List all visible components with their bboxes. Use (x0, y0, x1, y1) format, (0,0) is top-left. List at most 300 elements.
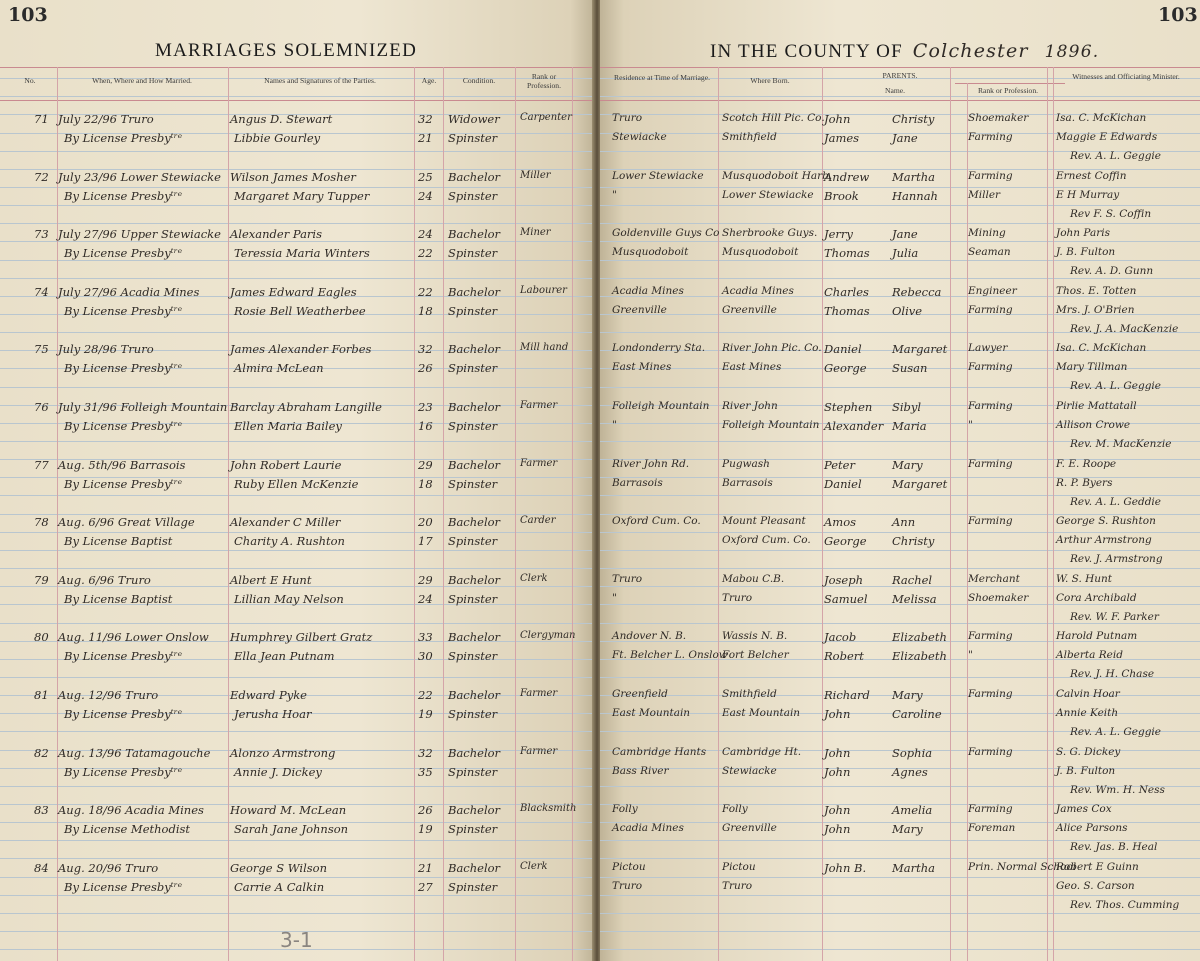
ruled-line (600, 895, 1200, 896)
right-page-title (710, 40, 1099, 63)
entry-groom-birthplace: River John Pic. Co. (722, 342, 822, 355)
ruled-line (0, 877, 594, 878)
entry-bride-residence: Ft. Belcher L. Onslow (612, 649, 728, 662)
entry-bride-mother: Melissa (892, 591, 937, 606)
entry-when-where: Aug. 12/96 Truro (58, 688, 159, 702)
entry-how-married: By License Presbyᵗʳᵉ (64, 303, 183, 318)
entry-bride-mother: Caroline (892, 707, 942, 721)
entry-when-where: Aug. 11/96 Lower Onslow (58, 630, 209, 645)
entry-when-where: Aug. 6/96 Truro (58, 572, 151, 587)
entry-bride-father: John (824, 707, 851, 721)
column-rule (572, 67, 573, 961)
entry-when-where: July 27/96 Acadia Mines (58, 284, 200, 299)
entry-bride-condition: Spinster (448, 361, 498, 376)
entry-bride-age: 22 (418, 246, 433, 261)
entry-groom-mother: Mary (892, 457, 923, 472)
entry-groom-father: Stephen (824, 400, 873, 414)
entry-groom-condition: Widower (448, 112, 500, 126)
entry-groom-rank: Clergyman (520, 630, 576, 642)
entry-bride-age: 26 (418, 361, 433, 376)
ruled-line (0, 278, 594, 279)
entry-groom-mother: Ann (892, 515, 916, 530)
ruled-line (600, 205, 1200, 206)
header-bottom-rule (600, 100, 1200, 101)
entry-when-where: Aug. 20/96 Truro (58, 860, 159, 875)
entry-minister: Rev. A. L. Geggie (1070, 726, 1162, 738)
entry-groom-rank: Miner (520, 227, 551, 239)
ruled-line (0, 205, 594, 206)
entry-when-where: Aug. 18/96 Acadia Mines (58, 803, 204, 818)
entry-groom-age: 32 (418, 112, 433, 126)
left-page (0, 0, 594, 961)
entry-groom-rank: Farmer (520, 688, 558, 699)
header-witnesses: Witnesses and Officiating Minister. (1072, 72, 1180, 81)
entry-groom-parents-rank: Farming (968, 515, 1013, 528)
entry-groom-condition: Bachelor (448, 284, 501, 299)
entry-bride-condition: Spinster (448, 246, 498, 261)
entry-bride-condition: Spinster (448, 131, 498, 145)
entry-witness-1: Isa. C. McKichan (1056, 112, 1147, 124)
entry-groom-residence: Folly (612, 803, 638, 816)
entry-groom-mother: Amelia (892, 803, 933, 818)
entry-when-where: Aug. 6/96 Great Village (58, 515, 195, 530)
entry-groom-rank: Blacksmith (520, 803, 577, 815)
entry-witness-2: Maggie E Edwards (1056, 131, 1158, 143)
entry-groom-residence: Londonderry Sta. (612, 342, 706, 355)
entry-groom-rank: Farmer (520, 745, 558, 757)
entry-minister: Rev. A. L. Geddie (1070, 495, 1162, 508)
entry-bride-condition: Spinster (448, 534, 498, 549)
entry-bride-father: Thomas (824, 246, 870, 261)
ruled-line (600, 278, 1200, 279)
entry-groom-condition: Bachelor (448, 457, 501, 472)
entry-when-where: July 22/96 Truro (58, 112, 154, 126)
entry-number: 76 (34, 400, 49, 414)
entry-groom-condition: Bachelor (448, 688, 501, 702)
entry-groom-name: Edward Pyke (230, 688, 307, 702)
entry-groom-parents-rank: Farming (968, 688, 1013, 700)
entry-witness-2: Alice Parsons (1056, 822, 1128, 835)
entry-bride-name: Sarah Jane Johnson (234, 822, 349, 837)
entry-bride-age: 24 (418, 591, 433, 606)
entry-bride-age: 30 (418, 649, 433, 664)
entry-minister: Rev. Thos. Cumming (1070, 898, 1180, 911)
ruled-line (0, 151, 594, 152)
entry-groom-parents-rank: Farming (968, 745, 1013, 758)
entry-witness-2: Allison Crowe (1056, 419, 1131, 431)
entry-groom-parents-rank: Lawyer (968, 342, 1008, 355)
entry-bride-birthplace: Smithfield (722, 131, 777, 143)
entry-bride-name: Libbie Gourley (234, 131, 321, 145)
entry-witness-1: Isa. C. McKichan (1056, 342, 1147, 355)
entry-bride-mother: Maria (892, 419, 927, 433)
entry-groom-birthplace: River John (722, 400, 778, 412)
entry-groom-rank: Carder (520, 515, 556, 527)
entry-bride-condition: Spinster (448, 476, 498, 491)
entry-when-where: Aug. 13/96 Tatamagouche (58, 745, 211, 760)
entry-bride-age: 16 (418, 419, 433, 433)
entry-bride-age: 27 (418, 879, 433, 894)
entry-groom-residence: Goldenville Guys Co (612, 227, 720, 240)
column-rule (822, 67, 823, 961)
right-page (600, 0, 1200, 961)
entry-groom-father: Richard (824, 688, 870, 702)
entry-minister: Rev. A. L. Geggie (1070, 150, 1162, 162)
entry-when-where: July 27/96 Upper Stewiacke (58, 227, 221, 242)
entry-bride-age: 35 (418, 764, 433, 779)
ruled-line (0, 495, 594, 496)
entry-bride-name: Teressia Maria Winters (234, 246, 370, 261)
entry-when-where: Aug. 5th/96 Barrasois (58, 457, 186, 472)
entry-groom-condition: Bachelor (448, 745, 501, 760)
entry-groom-age: 32 (418, 342, 433, 357)
ruled-line (0, 677, 594, 678)
entry-when-where: July 23/96 Lower Stewiacke (58, 169, 221, 184)
title-prefix: IN THE COUNTY OF (710, 41, 903, 62)
ruled-line (0, 332, 594, 333)
column-rule (228, 67, 229, 961)
entry-how-married: By License Presbyᵗʳᵉ (64, 131, 183, 145)
ruled-line (0, 913, 594, 914)
entry-groom-birthplace: Mount Pleasant (722, 515, 806, 528)
entry-bride-birthplace: Barrasois (722, 476, 773, 489)
entry-bride-parents-rank: Seaman (968, 246, 1011, 259)
entry-groom-residence: Greenfield (612, 688, 668, 700)
entry-groom-rank: Clerk (520, 572, 548, 584)
pencil-note: 3-1 (280, 928, 313, 952)
entry-bride-condition: Spinster (448, 822, 498, 837)
entry-bride-condition: Spinster (448, 649, 498, 664)
entry-bride-parents-rank: Farming (968, 361, 1013, 374)
entry-groom-parents-rank: Merchant (968, 572, 1020, 585)
entry-bride-name: Annie J. Dickey (234, 764, 322, 779)
entry-groom-age: 21 (418, 860, 433, 875)
entry-how-married: By License Presbyᵗʳᵉ (64, 707, 183, 721)
entry-how-married: By License Presbyᵗʳᵉ (64, 879, 183, 894)
entry-witness-2: Annie Keith (1056, 707, 1119, 719)
entry-witness-1: Calvin Hoar (1056, 688, 1120, 700)
entry-groom-age: 24 (418, 227, 433, 242)
entry-bride-name: Almira McLean (234, 361, 324, 376)
column-rule (950, 67, 951, 961)
entry-groom-age: 22 (418, 284, 433, 299)
entry-groom-residence: Truro (612, 112, 643, 124)
entry-bride-mother: Agnes (892, 764, 928, 779)
ruled-line (600, 550, 1200, 551)
entry-groom-rank: Miller (520, 169, 551, 181)
entry-groom-birthplace: Scotch Hill Pic. Co. (722, 112, 825, 124)
entry-bride-age: 17 (418, 534, 433, 549)
entry-groom-rank: Carpenter (520, 112, 572, 123)
header-parents-name: Name. (884, 86, 906, 95)
entry-bride-age: 19 (418, 707, 433, 721)
entry-witness-2: R. P. Byers (1056, 476, 1113, 489)
ruled-line (600, 568, 1200, 569)
entry-bride-mother: Olive (892, 303, 923, 318)
entry-groom-rank: Farmer (520, 400, 558, 411)
entry-number: 77 (34, 457, 49, 472)
entry-groom-name: Alexander C Miller (230, 515, 341, 530)
entry-groom-mother: Martha (892, 169, 936, 184)
entry-groom-condition: Bachelor (448, 803, 501, 818)
entry-groom-residence: Folleigh Mountain (612, 400, 710, 412)
entry-groom-condition: Bachelor (448, 630, 501, 645)
entry-number: 81 (34, 688, 49, 702)
ruled-line (600, 96, 1200, 97)
column-rule (414, 67, 415, 961)
ruled-line (0, 441, 594, 442)
entry-groom-birthplace: Folly (722, 803, 748, 816)
entry-groom-age: 32 (418, 745, 433, 760)
entry-how-married: By License Presbyᵗʳᵉ (64, 188, 183, 203)
entry-groom-age: 29 (418, 572, 433, 587)
entry-groom-name: Angus D. Stewart (230, 112, 333, 126)
entry-bride-age: 19 (418, 822, 433, 837)
entry-groom-residence: Lower Stewiacke (612, 169, 704, 182)
ruled-line (0, 840, 594, 841)
header-born: Where Born. (750, 76, 790, 85)
entry-number: 75 (34, 342, 49, 357)
entry-groom-birthplace: Wassis N. B. (722, 630, 788, 643)
ruled-line (600, 913, 1200, 914)
entry-groom-father: John (824, 112, 851, 126)
entry-groom-mother: Margaret (892, 342, 948, 357)
entry-groom-father: Peter (824, 457, 855, 472)
entry-groom-residence: Pictou (612, 860, 646, 873)
entry-bride-birthplace: East Mines (722, 361, 782, 374)
entry-bride-residence: Truro (612, 879, 643, 892)
entry-bride-name: Margaret Mary Tupper (234, 188, 370, 203)
entry-groom-name: Albert E Hunt (230, 572, 312, 587)
entry-bride-condition: Spinster (448, 707, 498, 721)
entry-minister: Rev. A. D. Gunn (1070, 265, 1154, 278)
header-age: Age. (421, 76, 437, 85)
entry-witness-1: Robert E Guinn (1056, 860, 1139, 873)
entry-how-married: By License Presbyᵗʳᵉ (64, 361, 183, 376)
entry-bride-father: George (824, 534, 867, 549)
entry-groom-father: Andrew (824, 169, 870, 184)
entry-bride-parents-rank: " (968, 649, 973, 662)
entry-bride-parents-rank: Farming (968, 131, 1013, 143)
column-rule (1047, 67, 1048, 961)
entry-groom-parents-rank: Engineer (968, 284, 1017, 297)
entry-bride-father: Samuel (824, 591, 868, 606)
header-condition: Condition. (462, 76, 496, 85)
entry-bride-residence: East Mines (612, 361, 672, 374)
entry-groom-parents-rank: Farming (968, 803, 1013, 816)
entry-groom-mother: Rebecca (892, 284, 942, 299)
entry-groom-condition: Bachelor (448, 400, 501, 414)
entry-groom-name: George S Wilson (230, 860, 327, 875)
ruled-line (0, 387, 594, 388)
ruled-line (600, 241, 1200, 242)
entry-witness-2: Arthur Armstrong (1056, 534, 1152, 547)
entry-groom-parents-rank: Farming (968, 630, 1013, 643)
entry-bride-residence: East Mountain (612, 707, 691, 719)
entry-groom-father: Jerry (824, 227, 853, 242)
entry-groom-father: John (824, 803, 851, 818)
entry-minister: Rev. J. A. MacKenzie (1070, 322, 1179, 335)
ruled-line (0, 895, 594, 896)
entry-groom-condition: Bachelor (448, 342, 501, 357)
entry-groom-birthplace: Smithfield (722, 688, 777, 700)
entry-witness-2: Geo. S. Carson (1056, 879, 1135, 892)
entry-bride-birthplace: Stewiacke (722, 764, 777, 777)
entry-bride-parents-rank: Shoemaker (968, 591, 1029, 604)
entry-bride-age: 24 (418, 188, 433, 203)
entry-bride-mother: Elizabeth (892, 649, 947, 664)
entry-bride-birthplace: East Mountain (722, 707, 801, 719)
entry-how-married: By License Presbyᵗʳᵉ (64, 764, 183, 779)
entry-number: 82 (34, 745, 49, 760)
entry-bride-residence: " (612, 419, 617, 431)
entry-bride-father: Brook (824, 188, 859, 203)
entry-bride-residence: Bass River (612, 764, 669, 777)
entry-witness-1: Thos. E. Totten (1056, 284, 1137, 297)
entry-groom-mother: Elizabeth (892, 630, 947, 645)
entry-bride-parents-rank: Farming (968, 303, 1013, 316)
entry-groom-mother: Sophia (892, 745, 933, 760)
entry-groom-age: 33 (418, 630, 433, 645)
entry-how-married: By License Methodist (64, 822, 191, 837)
entry-groom-condition: Bachelor (448, 227, 501, 242)
entry-witness-1: John Paris (1056, 227, 1111, 240)
entry-witness-2: J. B. Fulton (1056, 764, 1116, 777)
entry-bride-name: Charity A. Rushton (234, 534, 345, 549)
column-rule (1053, 67, 1054, 961)
ruled-line (0, 532, 594, 533)
entry-bride-name: Carrie A Calkin (234, 879, 325, 894)
entry-how-married: By License Presbyᵗʳᵉ (64, 246, 183, 261)
entry-bride-condition: Spinster (448, 879, 498, 894)
entry-groom-rank: Mill hand (520, 342, 569, 354)
entry-how-married: By License Presbyᵗʳᵉ (64, 419, 183, 433)
entry-witness-2: E H Murray (1056, 188, 1120, 201)
entry-bride-parents-rank: " (968, 419, 973, 431)
entry-number: 80 (34, 630, 49, 645)
ruled-line (600, 223, 1200, 224)
entry-witness-1: F. E. Roope (1056, 457, 1117, 470)
entry-when-where: July 31/96 Folleigh Mountain (58, 400, 228, 414)
entry-how-married: By License Presbyᵗʳᵉ (64, 649, 183, 664)
entry-minister: Rev. J. Armstrong (1070, 553, 1163, 566)
entry-groom-birthplace: Pictou (722, 860, 756, 873)
entry-number: 84 (34, 860, 49, 875)
entry-groom-birthplace: Musquodoboit Harb. (722, 169, 833, 182)
entry-when-where: July 28/96 Truro (58, 342, 154, 357)
entry-groom-residence: Cambridge Hants (612, 745, 707, 758)
entry-bride-father: John (824, 764, 851, 779)
entry-groom-condition: Bachelor (448, 169, 501, 184)
entry-bride-name: Ruby Ellen McKenzie (234, 476, 359, 491)
entry-bride-condition: Spinster (448, 303, 498, 318)
entry-bride-name: Ella Jean Putnam (234, 649, 335, 664)
ruled-line (600, 931, 1200, 932)
header-rank: Rank or Profession. (527, 72, 561, 90)
entry-witness-1: Ernest Coffin (1056, 169, 1127, 182)
entry-groom-age: 25 (418, 169, 433, 184)
ruled-line (0, 550, 594, 551)
entry-groom-name: John Robert Laurie (230, 457, 342, 472)
entry-minister: Rev. Jas. B. Heal (1070, 841, 1158, 854)
entry-number: 83 (34, 803, 49, 818)
entry-witness-2: Mary Tillman (1056, 361, 1128, 374)
entry-groom-residence: River John Rd. (612, 457, 690, 470)
entry-bride-birthplace: Lower Stewiacke (722, 188, 814, 201)
entry-minister: Rev. A. L. Geggie (1070, 380, 1162, 393)
entry-groom-father: Daniel (824, 342, 862, 357)
entry-groom-mother: Jane (892, 227, 918, 242)
entry-bride-residence: Musquodoboit (612, 246, 689, 259)
entry-bride-birthplace: Fort Belcher (722, 649, 789, 662)
entry-groom-name: Howard M. McLean (230, 803, 347, 818)
entry-bride-condition: Spinster (448, 764, 498, 779)
parents-header-rule (955, 83, 1065, 84)
entry-groom-parents-rank: Shoemaker (968, 112, 1029, 124)
entry-witness-1: W. S. Hunt (1056, 572, 1113, 585)
left-page-title: MARRIAGES SOLEMNIZED (155, 40, 418, 61)
entry-groom-rank: Labourer (520, 284, 567, 296)
entry-groom-father: Amos (824, 515, 857, 530)
entry-bride-residence: " (612, 591, 617, 604)
entry-bride-mother: Margaret (892, 476, 948, 491)
entry-groom-birthplace: Acadia Mines (722, 284, 794, 297)
entry-groom-parents-rank: Mining (968, 227, 1006, 240)
entry-witness-1: George S. Rushton (1056, 515, 1156, 528)
entry-groom-age: 26 (418, 803, 433, 818)
ruled-line (600, 877, 1200, 878)
header-no: No. (24, 76, 36, 85)
entry-groom-parents-rank: Farming (968, 169, 1013, 182)
entry-bride-name: Jerusha Hoar (234, 707, 312, 721)
entry-groom-name: Wilson James Mosher (230, 169, 356, 184)
entry-minister: Rev F. S. Coffin (1070, 207, 1152, 220)
entry-groom-rank: Clerk (520, 860, 548, 872)
entry-witness-1: James Cox (1056, 803, 1112, 816)
entry-minister: Rev. J. H. Chase (1070, 668, 1155, 681)
column-rule (718, 67, 719, 961)
entry-number: 79 (34, 572, 49, 587)
entry-bride-mother: Christy (892, 534, 935, 549)
entry-groom-name: Humphrey Gilbert Gratz (230, 630, 373, 645)
entry-bride-mother: Julia (892, 246, 919, 261)
entry-how-married: By License Presbyᵗʳᵉ (64, 476, 183, 491)
column-rule (57, 67, 58, 961)
entry-groom-name: Alexander Paris (230, 227, 323, 242)
ruled-line (600, 858, 1200, 859)
entry-bride-mother: Jane (892, 131, 918, 145)
entry-bride-condition: Spinster (448, 419, 498, 433)
ruled-line (0, 858, 594, 859)
entry-groom-mother: Rachel (892, 572, 933, 587)
header-bottom-rule (0, 100, 594, 101)
entry-bride-residence: Stewiacke (612, 131, 667, 143)
entry-bride-mother: Susan (892, 361, 928, 376)
header-residence: Residence at Time of Marriage. (614, 73, 710, 82)
entry-number: 72 (34, 169, 49, 184)
ruled-line (0, 786, 594, 787)
entry-groom-parents-rank: Farming (968, 400, 1013, 412)
entry-groom-parents-rank: Prin. Normal School (968, 860, 1077, 873)
entry-bride-age: 18 (418, 303, 433, 318)
entry-groom-name: Alonzo Armstrong (230, 745, 336, 760)
entry-groom-residence: Acadia Mines (612, 284, 684, 297)
entry-bride-name: Ellen Maria Bailey (234, 419, 342, 433)
entry-number: 71 (34, 112, 49, 126)
entry-bride-residence: " (612, 188, 617, 201)
entry-groom-father: Joseph (824, 572, 864, 587)
entry-bride-parents-rank: Foreman (968, 822, 1016, 835)
